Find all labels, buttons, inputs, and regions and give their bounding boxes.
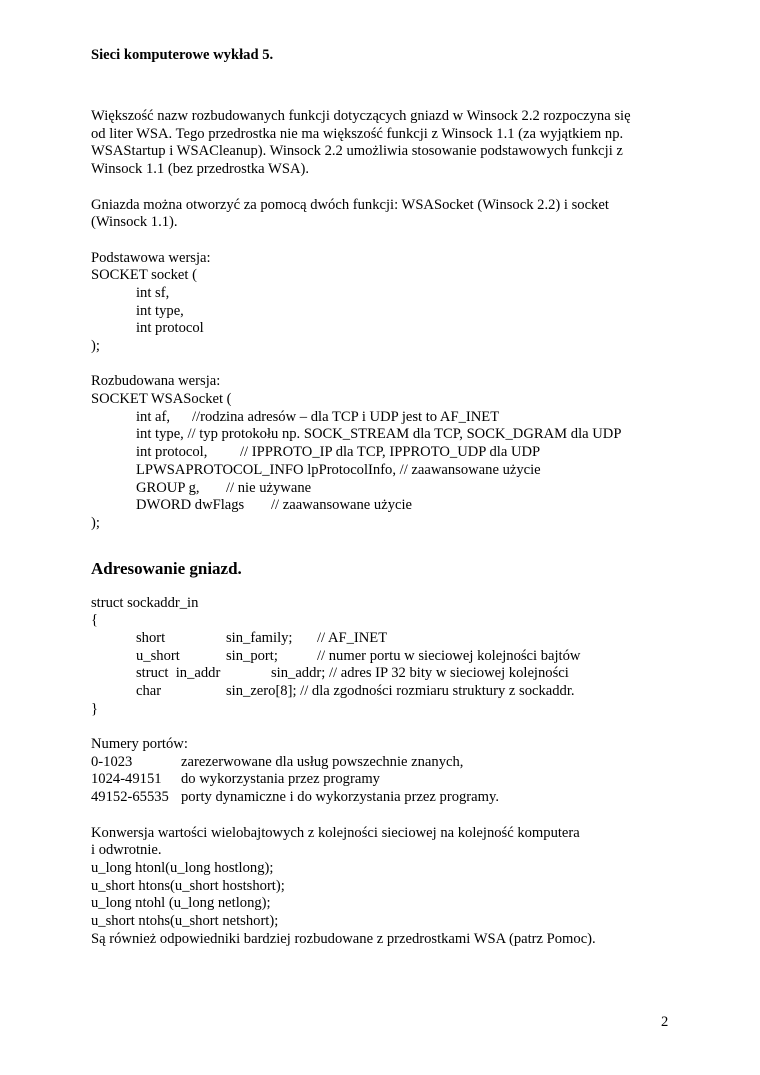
extended-label: Rozbudowana wersja: (91, 373, 221, 390)
code-line: ); (91, 338, 100, 354)
code-line: ); (91, 514, 100, 531)
code-line: } (91, 700, 99, 717)
text-line: Konwersja wartości wielobajtowych z kolejności sieciowej na kolejność komputera (91, 824, 580, 841)
port-row (91, 789, 681, 807)
param-comment: // zaawansowane użycie (271, 497, 412, 514)
code-line: { (91, 612, 99, 629)
port-range: 49152-65535 (91, 789, 169, 806)
struct-field (91, 665, 681, 683)
port-range: 1024-49151 (91, 771, 162, 788)
byte-order-conversion (91, 825, 681, 949)
code-param (91, 409, 681, 427)
param-code: int type, (136, 426, 184, 443)
code-line: u_short ntohs(u_short netshort); (91, 912, 279, 929)
param-code: GROUP g, (136, 479, 200, 496)
code-param: int type, (136, 302, 184, 319)
sockaddr-struct (91, 595, 681, 719)
param-comment: // typ protokołu np. SOCK_STREAM dla TCP, SOCK_DGRAM dla UDP (187, 426, 622, 443)
intro-paragraph-2 (91, 197, 681, 232)
text-line: od liter WSA. Tego przedrostka nie ma większość funkcji z Winsock 1.1 (za wyjątkiem np. (91, 125, 624, 142)
field-comment: // AF_INET (317, 629, 388, 646)
field-type: short (136, 629, 166, 646)
field-name: sin_addr; (271, 665, 326, 682)
code-line: u_long htonl(u_long hostlong); (91, 859, 274, 876)
port-desc: do wykorzystania przez programy (181, 771, 380, 788)
text-line: Winsock 1.1 (bez przedrostka WSA). (91, 161, 309, 178)
code-param (91, 497, 681, 515)
basic-label: Podstawowa wersja: (91, 249, 211, 266)
port-row (91, 771, 681, 789)
struct-field (91, 630, 681, 648)
field-comment: // numer portu w sieciowej kolejności bajtów (317, 647, 581, 664)
param-code: int af, (136, 408, 171, 425)
port-numbers (91, 736, 681, 807)
code-param: int protocol (136, 320, 204, 337)
text-line: Są również odpowiedniki bardziej rozbudowane z przedrostkami WSA (patrz Pomoc). (91, 930, 596, 947)
extended-socket-signature (91, 373, 681, 532)
field-name: sin_port; (226, 647, 278, 664)
code-param: int sf, (136, 284, 170, 301)
param-code: DWORD dwFlags (136, 497, 245, 514)
param-comment: // IPPROTO_IP dla TCP, IPPROTO_UDP dla UDP (240, 444, 541, 461)
field-comment: // adres IP 32 bity w sieciowej kolejności (328, 665, 569, 682)
param-comment: // nie używane (226, 479, 312, 496)
struct-field (91, 683, 681, 701)
field-name: sin_family; (226, 629, 293, 646)
code-param (91, 462, 681, 480)
port-desc: zarezerwowane dla usług powszechnie znanych, (181, 753, 464, 770)
code-param (91, 444, 681, 462)
param-comment: // zaawansowane użycie (399, 461, 541, 478)
code-param (91, 426, 681, 444)
code-line: SOCKET WSASocket ( (91, 391, 232, 408)
text-line: Gniazda można otworzyć za pomocą dwóch funkcji: WSASocket (Winsock 2.2) i socket (91, 196, 609, 213)
code-line: u_long ntohl (u_long netlong); (91, 895, 271, 912)
struct-field (91, 648, 681, 666)
port-range: 0-1023 (91, 753, 133, 770)
field-type: u_short (136, 647, 180, 664)
port-row (91, 754, 681, 772)
basic-socket-signature (91, 250, 681, 356)
field-name: sin_zero[8]; (226, 683, 297, 699)
param-code: int protocol, (136, 444, 208, 461)
port-desc: porty dynamiczne i do wykorzystania przez programy. (181, 789, 499, 806)
text-line: WSAStartup i WSACleanup). Winsock 2.2 umożliwia stosowanie podstawowych funkcji z (91, 143, 623, 160)
code-line: u_short htons(u_short hostshort); (91, 877, 285, 894)
param-code: LPWSAPROTOCOL_INFO lpProtocolInfo, (136, 461, 396, 478)
code-param (91, 480, 681, 498)
text-line: i odwrotnie. (91, 842, 162, 859)
section-heading: Adresowanie gniazd. (91, 558, 242, 578)
field-type: struct in_addr (136, 665, 221, 682)
text-line: (Winsock 1.1). (91, 214, 178, 231)
intro-paragraph-1 (91, 108, 681, 179)
ports-label: Numery portów: (91, 736, 188, 753)
page-content (91, 47, 681, 948)
document-title: Sieci komputerowe wykład 5. (91, 47, 274, 63)
code-line: struct sockaddr_in (91, 594, 199, 611)
page-number: 2 (661, 1014, 669, 1030)
code-line: SOCKET socket ( (91, 267, 197, 284)
text-line: Większość nazw rozbudowanych funkcji dotyczących gniazd w Winsock 2.2 rozpoczyna się (91, 108, 631, 125)
field-type: char (136, 683, 162, 699)
field-comment: // dla zgodności rozmiaru struktury z sockaddr. (300, 683, 575, 699)
param-comment: //rodzina adresów – dla TCP i UDP jest to AF_INET (192, 408, 500, 425)
